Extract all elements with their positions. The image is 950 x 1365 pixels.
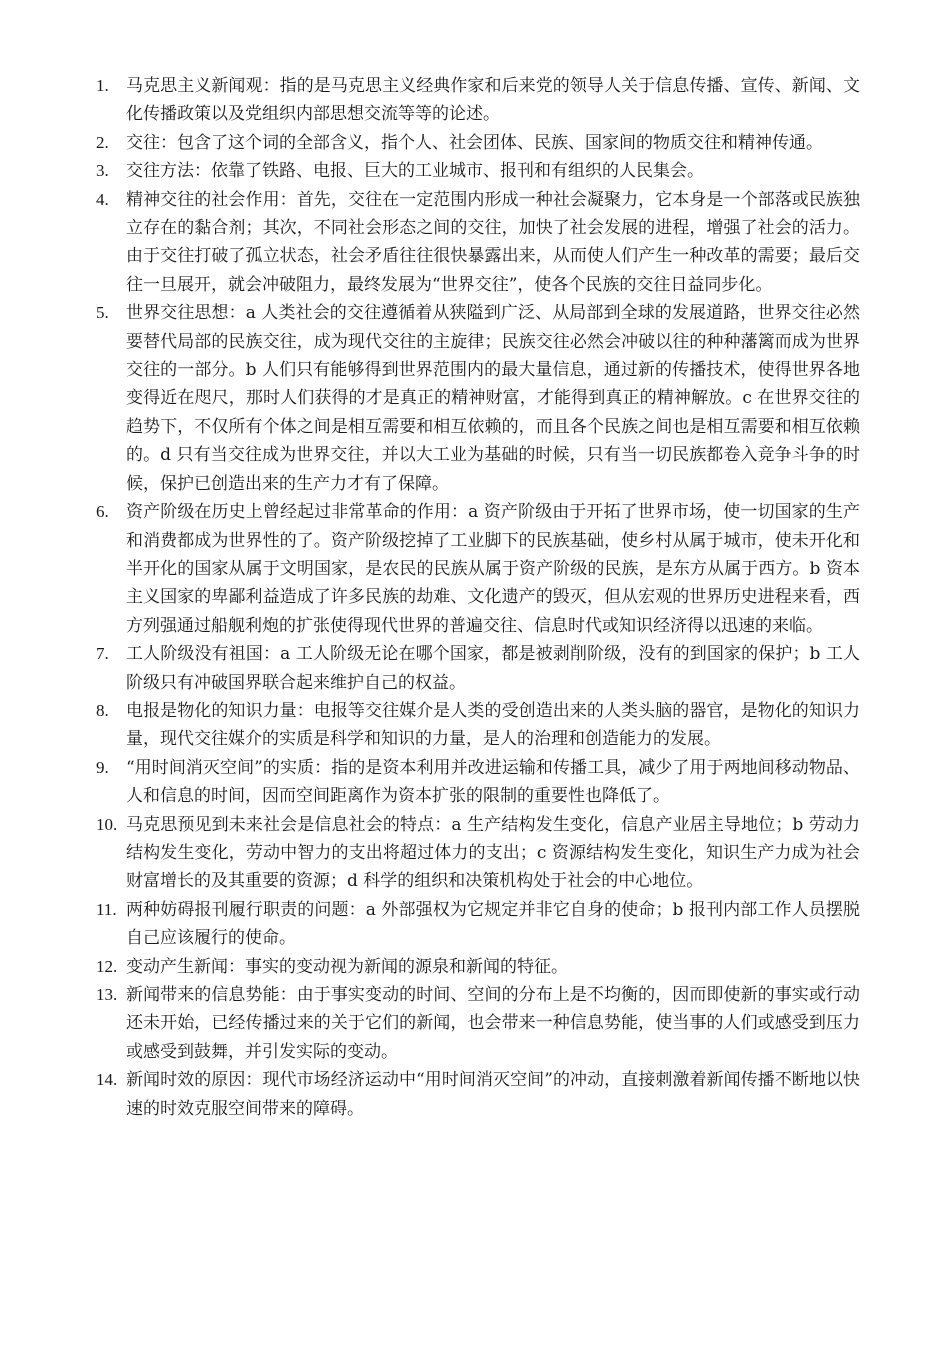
item-number: 14. [96,1070,118,1090]
item-number: 7. [96,644,109,664]
list-item [96,299,860,498]
item-number: 10. [96,814,118,834]
item-text: 变动产生新闻：事实的变动视为新闻的源泉和新闻的特征。 [126,956,568,977]
item-text: 新闻带来的信息势能：由于事实变动的时间、空间的分布上是不均衡的，因而即使新的事实或行动还未开始，已经传播过来的关于它们的新闻，也会带来一种信息势能，使当事的人们或感受到压力或感受到鼓舞，并引发实际的变动。 [126,985,860,1062]
item-number: 1. [96,76,109,95]
item-number: 3. [96,161,109,181]
list-item [96,811,860,896]
item-text: 电报是物化的知识力量：电报等交往媒介是人类的受创造出来的人类头脑的器官，是物化的知识力量，现代交往媒介的实质是科学和知识的力量，是人的治理和创造能力的发展。 [126,700,860,750]
item-number: 2. [96,132,109,152]
item-number: 13. [96,985,118,1004]
list-item [96,640,860,697]
item-number: 6. [96,502,109,522]
list-item [96,697,860,754]
list-item [96,981,860,1066]
item-number: 8. [96,700,109,720]
item-text: 世界交往思想：a 人类社会的交往遵循着从狭隘到广泛、从局部到全球的发展道路，世界交往必然要替代局部的民族交往，成为现代交往的主旋律；民族交往必然会冲破以往的种种藩篱而成为世界交往的一部分。b 人们只有能够得到世界范围内的最大量信息，通过新的传播技术，使得世界各地变得近在咫尺，那时人们获得的才是真正的精神财富，才能得到真正的精神解放。c 在世界交往的趋势下，不仅所有个体之间是相互需要和相互依赖的，而且各个民族之间也是相互需要和相互依赖的。d 只有当交往成为世界交往，并以大工业为基础的时候，只有当一切民族都卷入竞争斗争的时候，保护已创造出来的生产力才有了保障。 [126,303,860,494]
list-item [96,72,860,129]
list-item [96,129,860,157]
item-number: 5. [96,303,109,323]
item-text: 工人阶级没有祖国：a 工人阶级无论在哪个国家，都是被剥削阶级，没有的到国家的保护；b 工人阶级只有冲破国界联合起来维护自己的权益。 [126,644,860,693]
list-item [96,186,860,300]
item-number: 9. [96,757,109,777]
item-number: 4. [96,189,109,209]
numbered-list [96,72,860,1123]
item-text: “用时间消灭空间”的实质：指的是资本利用并改进运输和传播工具，减少了用于两地间移动物品、人和信息的时间，因而空间距离作为资本扩张的限制的重要性也降低了。 [126,757,860,807]
list-item [96,754,860,811]
list-item [96,896,860,953]
item-text: 两种妨碍报刊履行职责的问题：a 外部强权为它规定并非它自身的使命；b 报刊内部工作人员摆脱自己应该履行的使命。 [126,899,860,949]
item-text: 新闻时效的原因：现代市场经济运动中“用时间消灭空间”的冲动，直接刺激着新闻传播不断地以快速的时效克服空间带来的障碍。 [126,1070,860,1119]
item-text: 交往方法：依靠了铁路、电报、巨大的工业城市、报刊和有组织的人民集会。 [126,161,704,182]
item-number: 12. [96,956,118,976]
item-text: 马克思主义新闻观：指的是马克思主义经典作家和后来党的领导人关于信息传播、宣传、新闻、文化传播政策以及党组织内部思想交流等等的论述。 [126,76,860,125]
item-number: 11. [96,899,117,919]
item-text: 精神交往的社会作用：首先，交往在一定范围内形成一种社会凝聚力，它本身是一个部落或民族独立存在的黏合剂；其次，不同社会形态之间的交往，加快了社会发展的进程，增强了社会的活力。由于交往打破了孤立状态，社会矛盾往往很快暴露出来，从而使人们产生一种改革的需要；最后交往一旦展开，就会冲破阻力，最终发展为“世界交往”，使各个民族的交往日益同步化。 [126,189,860,295]
item-text: 马克思预见到未来社会是信息社会的特点：a 生产结构发生变化，信息产业居主导地位；b 劳动力结构发生变化，劳动中智力的支出将超过体力的支出；c 资源结构发生变化，知识生产力成为社会财富增长的及其重要的资源；d 科学的组织和决策机构处于社会的中心地位。 [126,814,860,892]
list-item [96,498,860,640]
list-item [96,953,860,981]
list-item [96,157,860,185]
item-text: 资产阶级在历史上曾经起过非常革命的作用：a 资产阶级由于开拓了世界市场，使一切国家的生产和消费都成为世界性的了。资产阶级挖掉了工业脚下的民族基础，使乡村从属于城市，使未开化和半开化的国家从属于文明国家，是农民的民族从属于资产阶级的民族，是东方从属于西方。b 资本主义国家的卑鄙利益造成了许多民族的劫难、文化遗产的毁灭，但从宏观的世界历史进程来看，西方列强通过船舰利炮的扩张使得现代世界的普遍交往、信息时代或知识经济得以迅速的来临。 [126,502,860,636]
item-text: 交往：包含了这个词的全部含义，指个人、社会团体、民族、国家间的物质交往和精神传通。 [126,132,823,153]
list-item [96,1066,860,1123]
